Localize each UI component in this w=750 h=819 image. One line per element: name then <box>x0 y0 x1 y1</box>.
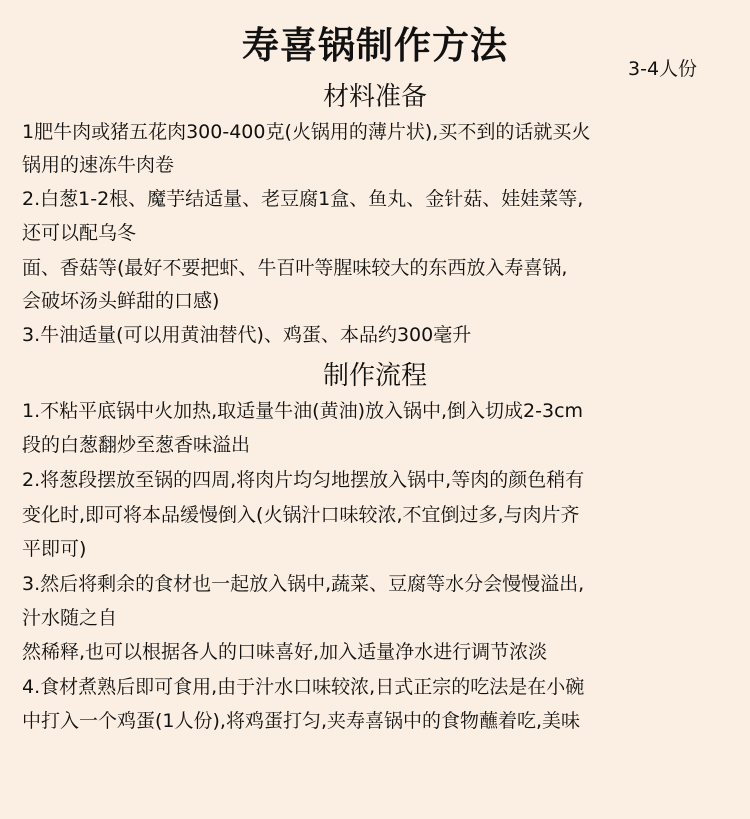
servings-label: 3-4人份 <box>628 58 698 80</box>
step-line: 4.食材煮熟后即可食用,由于汁水口味较浓,日式正宗的吃法是在小碗 <box>22 676 585 698</box>
ingredient-line: 2.白葱1-2根、魔芋结适量、老豆腐1盒、鱼丸、金针菇、娃娃菜等, <box>22 188 584 210</box>
ingredient-line: 3.牛油适量(可以用黄油替代)、鸡蛋、本品约300毫升 <box>22 324 472 346</box>
step-line: 段的白葱翻炒至葱香味溢出 <box>22 434 251 456</box>
step-line: 1.不粘平底锅中火加热,取适量牛油(黄油)放入锅中,倒入切成2-3cm <box>22 400 584 422</box>
ingredient-line: 还可以配乌冬 <box>22 222 137 244</box>
step-line: 汁水随之自 <box>22 607 118 629</box>
steps-heading: 制作流程 <box>322 361 427 391</box>
step-line: 变化时,即可将本品缓慢倒入(火锅汁口味较浓,不宜倒过多,与肉片齐 <box>22 504 580 526</box>
ingredients-heading: 材料准备 <box>322 82 427 112</box>
step-line: 中打入一个鸡蛋(1人份),将鸡蛋打匀,夹寿喜锅中的食物蘸着吃,美味 <box>22 710 581 732</box>
ingredient-line: 锅用的速冻牛肉卷 <box>22 154 175 176</box>
step-line: 然稀释,也可以根据各人的口味喜好,加入适量净水进行调节浓淡 <box>22 641 548 663</box>
step-line: 3.然后将剩余的食材也一起放入锅中,蔬菜、豆腐等水分会慢慢溢出, <box>22 573 585 595</box>
page-title: 寿喜锅制作方法 <box>242 24 508 67</box>
ingredient-line: 面、香菇等(最好不要把虾、牛百叶等腥味较大的东西放入寿喜锅, <box>22 257 568 279</box>
step-line: 2.将葱段摆放至锅的四周,将肉片均匀地摆放入锅中,等肉的颜色稍有 <box>22 469 585 491</box>
ingredient-line: 会破坏汤头鲜甜的口感) <box>22 290 220 312</box>
ingredient-line: 1肥牛肉或猪五花肉300-400克(火锅用的薄片状),买不到的话就买火 <box>22 121 591 143</box>
step-line: 平即可) <box>22 538 87 560</box>
